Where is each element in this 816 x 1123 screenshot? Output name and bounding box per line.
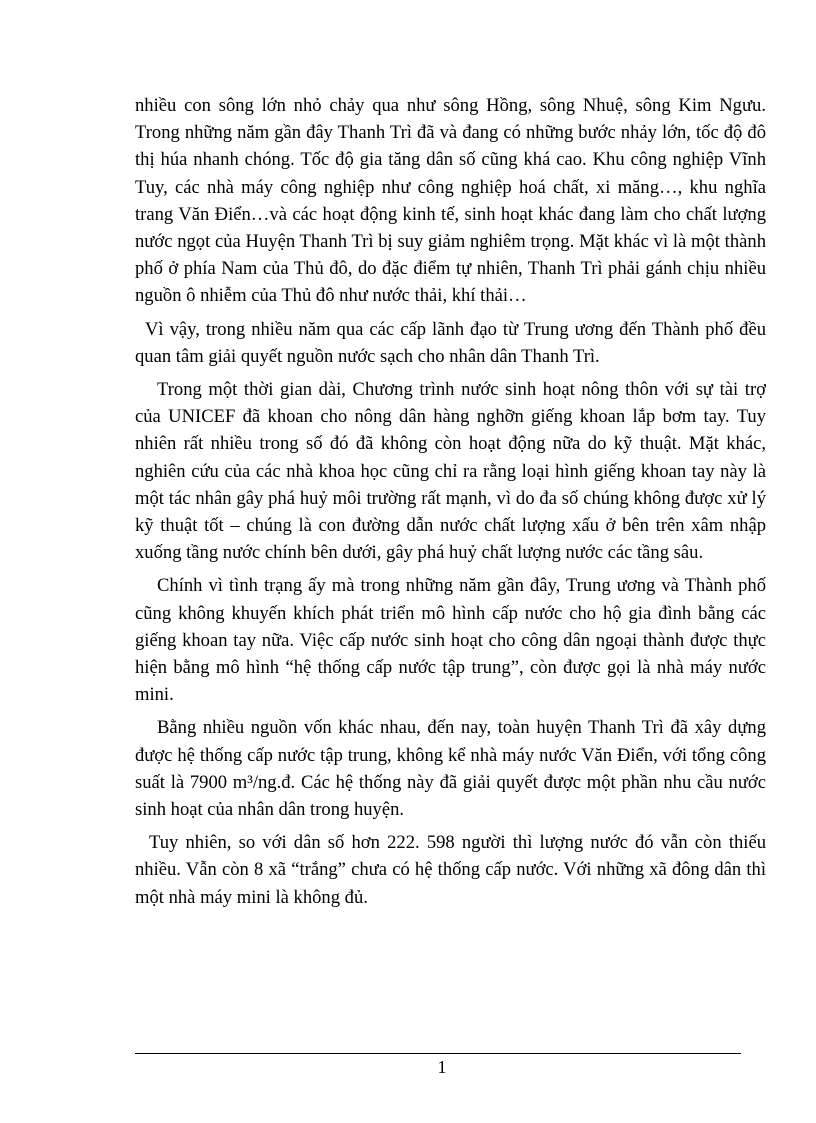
paragraph-6: Tuy nhiên, so với dân số hơn 222. 598 người thì lượng nước đó vẫn còn thiếu nhiều. Vẫn còn 8 xã “trắng” chưa có hệ thống cấp nước. Với những xã đông dân thì một nhà máy mini là không đủ. — [135, 832, 766, 908]
body-text — [135, 92, 766, 911]
paragraph-3: Trong một thời gian dài, Chương trình nước sinh hoạt nông thôn với sự tài trợ của UNICEF đã khoan cho nông dân hàng nghỡn giếng khoan lắp bơm tay. Tuy nhiên rất nhiều trong số đó đã không còn hoạt động nữa do kỹ thuật. Mặt khác, nghiên cứu của các nhà khoa học cũng chỉ ra rằng loại hình giếng khoan tay này là một tác nhân gây phá huỷ môi trường rất mạnh, vì do đa số chúng không được xử lý kỹ thuật tốt – chúng là con đường dẫn nước chất lượng xấu ở bên trên xâm nhập xuống tầng nước chính bên dưới, gây phá huỷ chất lượng nước các tầng sâu. — [135, 379, 766, 564]
paragraph-2: Vì vậy, trong nhiều năm qua các cấp lãnh đạo từ Trung ương đến Thành phố đều quan tâm giải quyết nguồn nước sạch cho nhân dân Thanh Trì. — [135, 318, 766, 367]
paragraph-5: Bằng nhiều nguồn vốn khác nhau, đến nay, toàn huyện Thanh Trì đã xây dựng được hệ thống cấp nước tập trung, không kể nhà máy nước Văn Điển, với tổng công suất là 7900 m³/ng.đ. Các hệ thống này đã giải quyết được một phần nhu cầu nước sinh hoạt của nhân dân trong huyện. — [135, 717, 766, 821]
page-number: 1 — [437, 1057, 447, 1077]
paragraph-1: nhiều con sông lớn nhỏ chảy qua như sông Hồng, sông Nhuệ, sông Kim Ngưu. Trong những năm gần đây Thanh Trì đã và đang có những bước nhảy lớn, tốc độ đô thị húa nhanh chóng. Tốc độ gia tăng dân số cũng khá cao. Khu công nghiệp Vĩnh Tuy, các nhà máy công nghiệp như công nghiệp hoá chất, xi măng…, khu nghĩa trang Văn Điển…và các hoạt động kinh tế, sinh hoạt khác đang làm cho chất lượng nước ngọt của Huyện Thanh Trì bị suy giảm nghiêm trọng. Mặt khác vì là một thành phố ở phía Nam của Thủ đô, do đặc điểm tự nhiên, Thanh Trì phải gánh chịu nhiều nguồn ô nhiễm của Thủ đô như nước thải, khí thải… — [135, 95, 766, 307]
footer-divider — [135, 1053, 741, 1054]
paragraph-4: Chính vì tình trạng ấy mà trong những năm gần đây, Trung ương và Thành phố cũng không khuyến khích phát triển mô hình cấp nước cho hộ gia đình bằng các giếng khoan tay nữa. Việc cấp nước sinh hoạt cho công dân ngoại thành được thực hiện bằng mô hình “hệ thống cấp nước tập trung”, còn được gọi là nhà máy nước mini. — [135, 575, 766, 706]
